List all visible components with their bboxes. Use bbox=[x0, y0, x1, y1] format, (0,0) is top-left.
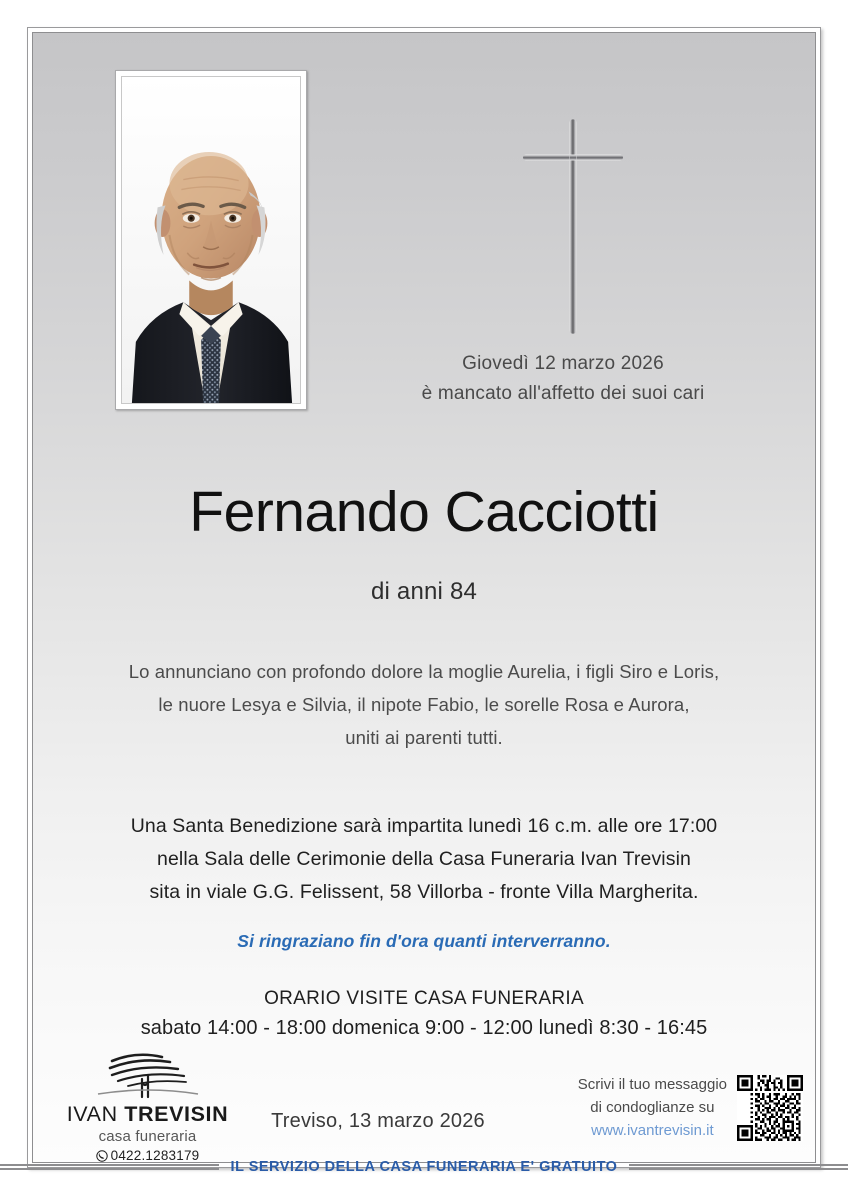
logo-phone-number: 0422.1283179 bbox=[110, 1148, 200, 1163]
place-and-date: Treviso, 13 marzo 2026 bbox=[271, 1110, 485, 1132]
deceased-name: Fernando Cacciotti bbox=[189, 480, 659, 544]
funeral-home-logo bbox=[45, 1049, 250, 1163]
family-announcement-block bbox=[33, 655, 815, 754]
logo-company-name bbox=[45, 1102, 250, 1127]
family-line-3: uniti ai parenti tutti. bbox=[345, 727, 503, 748]
ceremony-line-3: sita in viale G.G. Felissent, 58 Villorba - fronte Villa Margherita. bbox=[149, 881, 699, 903]
ceremony-line-2: nella Sala delle Cerimonie della Casa Funeraria Ivan Trevisin bbox=[157, 848, 691, 870]
free-service-banner bbox=[0, 1155, 848, 1179]
thanks-note: Si ringraziano fin d'ora quanti interverranno. bbox=[237, 931, 611, 951]
visiting-hours-title: ORARIO VISITE CASA FUNERARIA bbox=[264, 988, 584, 1009]
banner-text: IL SERVIZIO DELLA CASA FUNERARIA E' GRATUITO bbox=[230, 1159, 618, 1175]
portrait-photo bbox=[122, 77, 300, 403]
ceremony-block bbox=[33, 810, 815, 909]
announcement-block bbox=[333, 349, 793, 409]
death-date: Giovedì 12 marzo 2026 bbox=[462, 353, 664, 374]
card-inner-panel bbox=[32, 32, 816, 1163]
ceremony-line-1: Una Santa Benedizione sarà impartita lunedì 16 c.m. alle ore 17:00 bbox=[130, 815, 718, 837]
logo-name-first: IVAN bbox=[66, 1102, 125, 1126]
portrait-photo-frame bbox=[115, 70, 307, 410]
card-outer-border bbox=[27, 27, 821, 1168]
banner-rule-left bbox=[0, 1164, 219, 1170]
condolences-website-link[interactable]: www.ivantrevisin.it bbox=[591, 1122, 714, 1139]
logo-subtitle: casa funeraria bbox=[98, 1128, 197, 1145]
visiting-hours-value: sabato 14:00 - 18:00 domenica 9:00 - 12:00 lunedì 8:30 - 16:45 bbox=[140, 1017, 708, 1039]
banner-rule-right bbox=[629, 1164, 848, 1170]
condolences-text bbox=[578, 1073, 727, 1142]
tree-icon bbox=[92, 1049, 204, 1101]
condolences-line-2: di condoglianze su bbox=[590, 1099, 715, 1116]
family-line-1: Lo annunciano con profondo dolore la moglie Aurelia, i figli Siro e Loris, bbox=[128, 661, 720, 682]
condolences-block[interactable] bbox=[578, 1073, 803, 1142]
logo-name-last: TREVISIN bbox=[124, 1102, 229, 1126]
death-phrase: è mancato all'affetto dei suoi cari bbox=[421, 383, 705, 404]
condolences-line-1: Scrivi il tuo messaggio bbox=[577, 1076, 727, 1093]
christian-cross-icon bbox=[495, 89, 655, 334]
deceased-age: di anni 84 bbox=[370, 578, 478, 605]
family-line-2: le nuore Lesya e Silvia, il nipote Fabio, le sorelle Rosa e Aurora, bbox=[158, 694, 690, 715]
qr-code-icon[interactable] bbox=[737, 1075, 803, 1141]
photo-mat bbox=[121, 76, 301, 404]
